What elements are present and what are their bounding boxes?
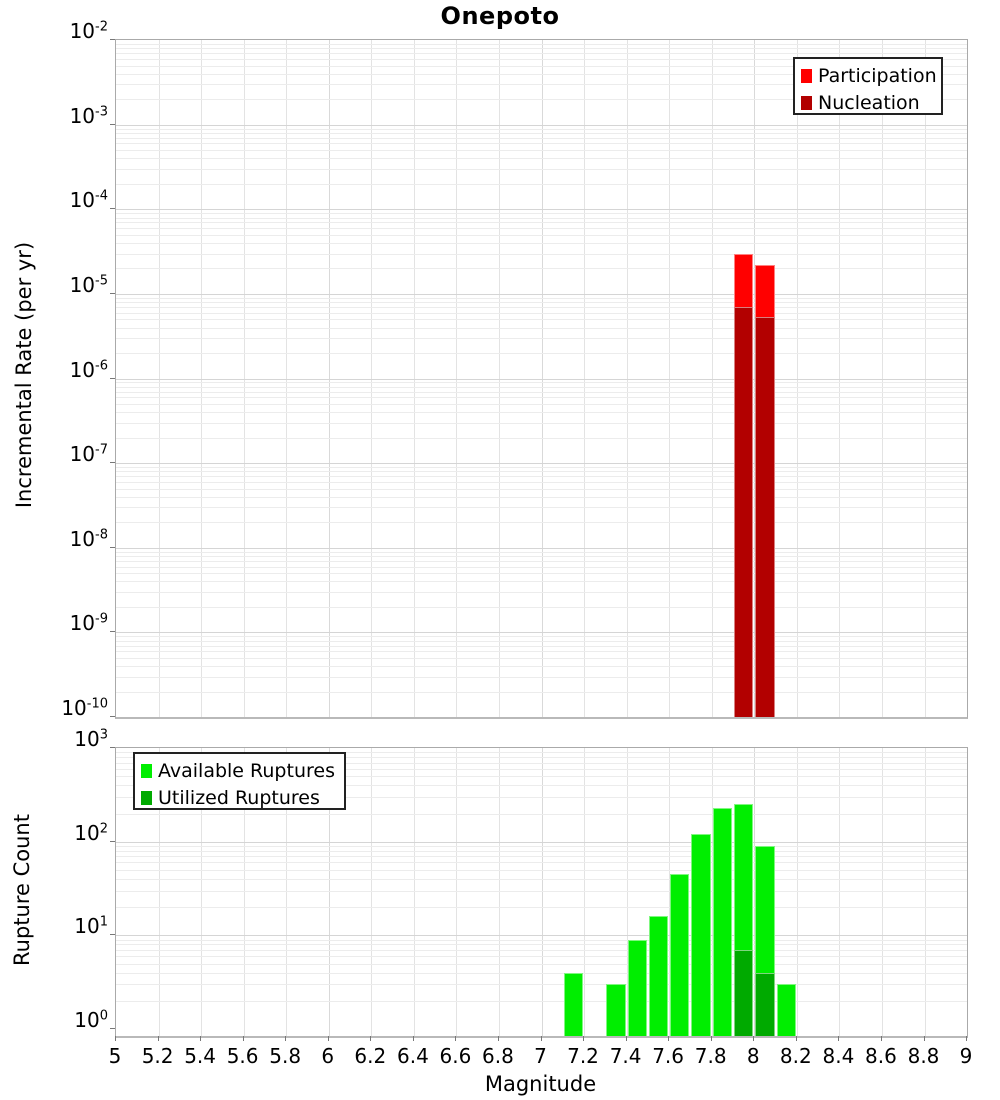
gridline (116, 846, 967, 847)
bar-nucleation-m8.05 (755, 317, 774, 718)
gridline (116, 567, 967, 568)
gridline (116, 397, 967, 398)
x-tick-label: 8.4 (822, 1044, 855, 1068)
y-tick (110, 293, 115, 294)
gridline (116, 313, 967, 314)
gridline (116, 556, 967, 557)
gridline (116, 879, 967, 880)
gridline (116, 218, 967, 219)
y-tick-label: $10^{-4}$ (69, 188, 108, 213)
gridline (116, 646, 967, 647)
gridline (116, 548, 967, 549)
gridline (116, 641, 967, 642)
y-tick-label: $10^3$ (74, 727, 108, 751)
gridline (925, 748, 926, 1036)
utilized-ruptures-swatch-icon (141, 791, 152, 805)
legend-label-available-ruptures: Available Ruptures (158, 759, 335, 782)
gridline (584, 748, 585, 1036)
gridline (116, 184, 967, 185)
gridline (116, 1001, 967, 1002)
x-tick-label: 5.4 (184, 1044, 216, 1068)
x-tick (455, 1036, 456, 1041)
y-tick (110, 378, 115, 379)
bar-utilized-ruptures-m7.95 (734, 950, 753, 1036)
rate-plot (115, 39, 968, 719)
gridline (116, 158, 967, 159)
y-tick (110, 934, 115, 935)
bar-available-ruptures-m7.85 (713, 808, 732, 1036)
gridline (116, 964, 967, 965)
bar-available-ruptures-m7.55 (649, 916, 668, 1036)
y-tick-label: $10^{-10}$ (61, 696, 108, 720)
x-tick (370, 1036, 371, 1041)
gridline (116, 379, 967, 380)
gridline (116, 307, 967, 308)
x-tick-label: 6 (321, 1044, 335, 1068)
x-tick (115, 1036, 116, 1041)
x-tick (285, 1036, 286, 1041)
gridline (116, 561, 967, 562)
gridline (116, 856, 967, 857)
gridline (116, 268, 967, 269)
gridline (116, 467, 967, 468)
gridline (116, 294, 967, 295)
gridline (499, 748, 500, 1036)
gridline (116, 552, 967, 553)
legend-item-available-ruptures (141, 757, 338, 784)
x-tick-label: 5.2 (141, 1044, 174, 1068)
gridline (116, 814, 967, 815)
y-tick (110, 462, 115, 463)
legend-label-utilized-ruptures: Utilized Ruptures (158, 786, 320, 809)
x-tick (838, 1036, 839, 1041)
y-tick-label: $10^{-7}$ (69, 442, 108, 467)
y-tick (110, 1028, 115, 1029)
gridline (116, 956, 967, 957)
gridline (116, 213, 967, 214)
x-tick-label: 8.8 (907, 1044, 940, 1068)
x-tick-label: 8 (746, 1044, 760, 1068)
x-tick-label: 6.4 (396, 1044, 429, 1068)
rate-legend (793, 57, 943, 115)
gridline (116, 573, 967, 574)
y-tick-label: $10^{-6}$ (69, 357, 108, 382)
x-tick-label: 7.2 (567, 1044, 599, 1068)
gridline (839, 748, 840, 1036)
gridline (116, 48, 967, 49)
y-tick (110, 747, 115, 748)
y-tick-label: $10^{-9}$ (69, 611, 108, 636)
gridline (116, 636, 967, 637)
x-tick-label: 6.2 (354, 1044, 387, 1068)
x-tick-label: 7 (534, 1044, 547, 1068)
gridline (116, 891, 967, 892)
gridline (116, 507, 967, 508)
y-tick-label: $10^{-5}$ (69, 272, 108, 297)
gridline (116, 392, 967, 393)
x-tick-label: 6.6 (439, 1044, 472, 1068)
x-tick-label: 5 (108, 1044, 122, 1068)
gridline (116, 438, 967, 439)
gridline (116, 944, 967, 945)
gridline (116, 940, 967, 941)
gridline (116, 338, 967, 339)
gridline (116, 302, 967, 303)
gridline (116, 476, 967, 477)
gridline (116, 842, 967, 843)
gridline (116, 651, 967, 652)
x-tick (158, 1036, 159, 1041)
x-tick-label: 9 (959, 1044, 973, 1068)
gridline (116, 692, 967, 693)
x-tick (583, 1036, 584, 1041)
gridline (116, 607, 967, 608)
x-tick-label: 6.8 (481, 1044, 514, 1068)
y-tick (110, 124, 115, 125)
gridline (116, 44, 967, 45)
gridline (882, 748, 883, 1036)
x-tick (881, 1036, 882, 1041)
gridline (116, 209, 967, 210)
bar-nucleation-m7.95 (734, 307, 753, 717)
bar-utilized-ruptures-m8.05 (755, 973, 774, 1036)
x-tick (200, 1036, 201, 1041)
y-tick (110, 547, 115, 548)
x-tick (626, 1036, 627, 1041)
gridline (456, 748, 457, 1036)
chart-title: Onepoto (440, 2, 560, 30)
x-tick (796, 1036, 797, 1041)
gridline (116, 581, 967, 582)
gridline (116, 522, 967, 523)
x-tick (924, 1036, 925, 1041)
x-tick-label: 7.8 (694, 1044, 727, 1068)
gridline (116, 973, 967, 974)
y-tick-label: $10^0$ (74, 1008, 108, 1032)
gridline (116, 133, 967, 134)
y-tick (110, 39, 115, 40)
participation-swatch-icon (801, 69, 812, 83)
gridline (116, 423, 967, 424)
x-tick (711, 1036, 712, 1041)
gridline (116, 129, 967, 130)
gridline (116, 677, 967, 678)
gridline (116, 935, 967, 936)
gridline (414, 748, 415, 1036)
x-axis-title: Magnitude (484, 1072, 597, 1096)
gridline (116, 658, 967, 659)
gridline (116, 319, 967, 320)
gridline (797, 748, 798, 1036)
y-tick-label: $10^2$ (74, 820, 108, 845)
gridline (116, 950, 967, 951)
gridline (116, 143, 967, 144)
y-tick-label: $10^{-8}$ (69, 526, 108, 551)
rate-y-axis-title: Incremental Rate (per yr) (12, 241, 36, 509)
x-tick (668, 1036, 669, 1041)
y-tick (110, 716, 115, 717)
gridline (116, 412, 967, 413)
bar-available-ruptures-m7.75 (691, 834, 710, 1036)
x-tick (753, 1036, 754, 1041)
legend-label-participation: Participation (818, 64, 937, 87)
x-tick-label: 5.6 (226, 1044, 259, 1068)
gridline (116, 353, 967, 354)
gridline (116, 870, 967, 871)
x-tick (328, 1036, 329, 1041)
legend-label-nucleation: Nucleation (818, 91, 920, 114)
x-tick-label: 8.2 (779, 1044, 812, 1068)
gridline (116, 169, 967, 170)
x-tick (498, 1036, 499, 1041)
gridline (116, 243, 967, 244)
x-tick-label: 8.6 (864, 1044, 897, 1068)
gridline (116, 53, 967, 54)
gridline (116, 138, 967, 139)
gridline (116, 382, 967, 383)
x-tick-label: 5.8 (269, 1044, 302, 1068)
x-tick-label: 7.6 (652, 1044, 684, 1068)
gridline (116, 497, 967, 498)
gridline (542, 748, 543, 1036)
legend-item-participation (801, 62, 935, 89)
count-y-axis-title: Rupture Count (10, 814, 34, 966)
y-tick (110, 841, 115, 842)
gridline (116, 471, 967, 472)
x-tick (541, 1036, 542, 1041)
y-tick-label: $10^{-3}$ (69, 103, 108, 128)
nucleation-swatch-icon (801, 96, 812, 110)
x-tick (413, 1036, 414, 1041)
gridline (116, 482, 967, 483)
gridline (116, 592, 967, 593)
gridline (116, 632, 967, 633)
y-tick (110, 208, 115, 209)
y-tick-label: $10^1$ (74, 914, 108, 939)
gridline (116, 235, 967, 236)
legend-item-nucleation (801, 89, 935, 116)
count-legend (133, 752, 346, 810)
gridline (116, 463, 967, 464)
x-tick (243, 1036, 244, 1041)
gridline (116, 387, 967, 388)
bar-available-ruptures-m7.35 (606, 984, 625, 1036)
available-ruptures-swatch-icon (141, 764, 152, 778)
x-tick (966, 1036, 967, 1041)
gridline (116, 254, 967, 255)
bar-available-ruptures-m7.65 (670, 874, 689, 1036)
bar-available-ruptures-m7.45 (628, 940, 647, 1036)
gridline (116, 404, 967, 405)
gridline (116, 984, 967, 985)
gridline (116, 907, 967, 908)
gridline (116, 298, 967, 299)
bar-available-ruptures-m8.15 (777, 984, 796, 1036)
y-tick (110, 631, 115, 632)
x-tick-label: 7.4 (609, 1044, 642, 1068)
gridline (116, 125, 967, 126)
gridline (116, 489, 967, 490)
gridline (116, 228, 967, 229)
y-tick-label: $10^{-2}$ (69, 19, 108, 43)
gridline (116, 150, 967, 151)
gridline (116, 862, 967, 863)
bar-available-ruptures-m7.15 (564, 973, 583, 1036)
gridline (116, 328, 967, 329)
gridline (116, 851, 967, 852)
gridline (371, 748, 372, 1036)
gridline (116, 666, 967, 667)
legend-item-utilized-ruptures (141, 784, 338, 811)
gridline (116, 222, 967, 223)
